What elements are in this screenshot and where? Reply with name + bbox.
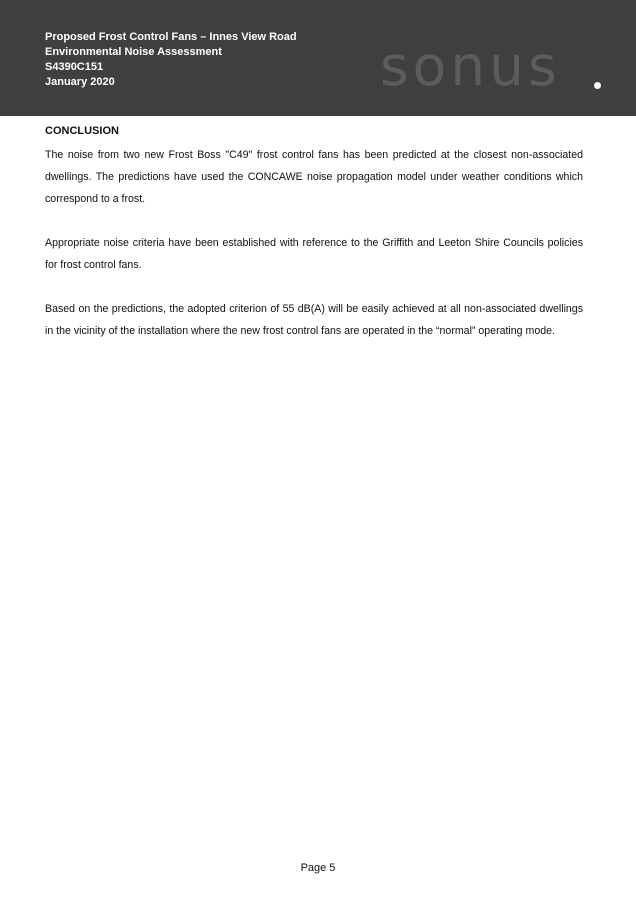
paragraph: Based on the predictions, the adopted criterion of 55 dB(A) will be easily achieved at all non-associated dwellings in the vicinity of the installation where the new frost control fans are operated in the “normal” operating mode. (45, 303, 583, 337)
main-content (45, 122, 583, 364)
document-date: January 2020 (45, 76, 115, 88)
paragraph: The noise from two new Frost Boss "C49" frost control fans has been predicted at the closest non-associated dwellings. The predictions have used the CONCAWE noise propagation model under weather conditions which correspond to a frost. (45, 149, 583, 205)
paragraph: Appropriate noise criteria have been established with reference to the Griffith and Leeton Shire Councils policies for frost control fans. (45, 237, 583, 271)
logo-dot (594, 82, 601, 89)
section-heading: CONCLUSION (45, 125, 119, 137)
sonus-logo: sonus (380, 34, 561, 98)
document-reference: S4390C151 (45, 61, 104, 73)
page-number: Page 5 (300, 862, 336, 874)
document-title: Proposed Frost Control Fans – Innes View Road (45, 31, 297, 43)
document-subtitle: Environmental Noise Assessment (45, 46, 222, 58)
header-info (45, 30, 297, 90)
page-header (0, 0, 636, 116)
